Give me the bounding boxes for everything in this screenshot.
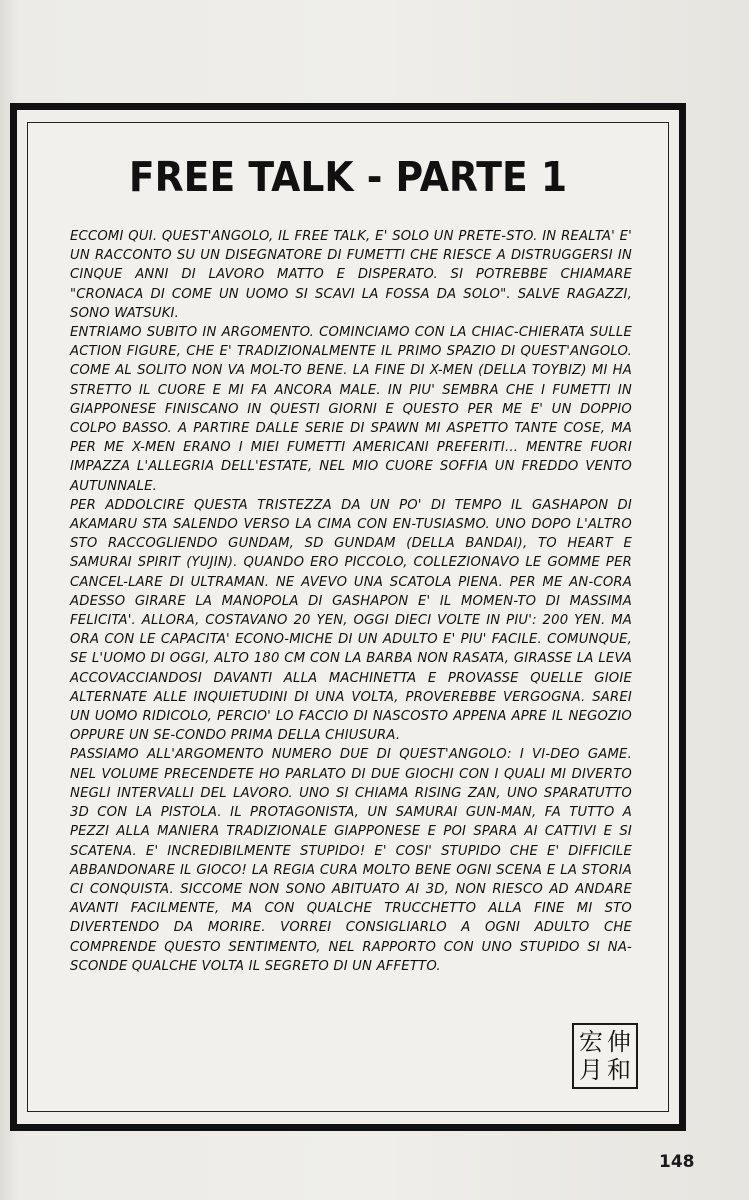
seal-char-1: 伸 — [607, 1028, 631, 1056]
paragraph-intro: ECCOMI QUI. QUEST'ANGOLO, IL FREE TALK, E' SOLO UN PRETE-STO. IN REALTA' E' UN RACCONTO SU UN DISEGNATORE DI FUMETTI CHE RIESCE A DISTRUGGERSI IN CINQUE ANNI DI LAVORO MATTO E DISPERATO. SI POTREBBE CHIAMARE "CRONACA DI COME UN UOMO SI SCAVI LA FOSSA DA SOLO". SALVE RAGAZZI, SONO WATSUKI. — [70, 229, 632, 321]
page-number: 148 — [659, 1152, 695, 1172]
free-talk-panel — [10, 103, 686, 1131]
seal-char-3: 和 — [607, 1056, 631, 1084]
paragraph-gashapon: PER ADDOLCIRE QUESTA TRISTEZZA DA UN PO' DI TEMPO IL GASHAPON DI AKAMARU STA SALENDO VERSO LA CIMA CON EN-TUSIASMO. UNO DOPO L'ALTRO STO RACCOGLIENDO GUNDAM, SD GUNDAM (DELLA BANDAI), TO HEART E SAMURAI SPIRIT (YUJIN). QUANDO ERO PICCOLO, COLLEZIONAVO LE GOMME PER CANCEL-LARE DI ULTRAMAN. NE AVEVO UNA SCATOLA PIENA. PER ME AN-CORA ADESSO GIRARE LA MANOPOLA DI GASHAPON E' IL MOMEN-TO DI MASSIMA FELICITA'. ALLORA, COSTAVANO 20 YEN, OGGI DIECI VOLTE IN PIU': 200 YEN. MA ORA CON LE CAPACITA' ECONO-MICHE DI UN ADULTO E' PIU' FACILE. COMUNQUE, SE L'UOMO DI OGGI, ALTO 180 CM CON LA BARBA NON RASATA, GIRASSE LA LEVA ACCOVACCIANDOSI DAVANTI ALLA MACHINETTA E PROVASSE QUELLE GIOIE ALTERNATE ALLE INQUIETUDINI DI UNA VOLTA, PROVEREBBE VERGOGNA. SAREI UN UOMO RIDICOLO, PERCIO' LO FACCIO DI NASCOSTO APPENA APRE IL NEGOZIO OPPURE UN SE-CONDO PRIMA DELLA CHIUSURA. — [70, 497, 632, 744]
seal-char-2: 宏 — [579, 1028, 603, 1056]
page-title: FREE TALK - PARTE 1 — [128, 153, 568, 201]
author-seal-stamp — [572, 1023, 638, 1089]
free-talk-inner-border — [27, 122, 669, 1112]
seal-char-4: 月 — [579, 1056, 603, 1084]
paragraph-action-figures: ENTRIAMO SUBITO IN ARGOMENTO. COMINCIAMO CON LA CHIAC-CHIERATA SULLE ACTION FIGURE, CHE E' TRADIZIONALMENTE IL PRIMO SPAZIO DI QUEST'ANGOLO. COME AL SOLITO NON VA MOL-TO BENE. LA FINE DI X-MEN (DELLA TOYBIZ) MI HA STRETTO IL CUORE E MI FA ANCORA MALE. IN PIU' SEMBRA CHE I FUMETTI IN GIAPPONESE FINISCANO IN QUESTI GIORNI E QUESTO PER ME E' UN DOPPIO COLPO BASSO. A PARTIRE DALLE SERIE DI SPAWN MI ASPETTO TANTE COSE, MA PER ME X-MEN ERANO I MIEI FUMETTI AMERICANI PREFERITI... MENTRE FUORI IMPAZZA L'ALLEGRIA DELL'ESTATE, NEL MIO CUORE SOFFIA UN FREDDO VENTO AUTUNNALE. — [70, 325, 632, 494]
free-talk-body — [70, 227, 632, 976]
paragraph-video-games: PASSIAMO ALL'ARGOMENTO NUMERO DUE DI QUEST'ANGOLO: I VI-DEO GAME. NEL VOLUME PRECENDETE HO PARLATO DI DUE GIOCHI CON I QUALI MI DIVERTO NEGLI INTERVALLI DEL LAVORO. UNO SI CHIAMA RISING ZAN, UNO SPARATUTTO 3D CON LA PISTOLA. IL PROTAGONISTA, UN SAMURAI GUN-MAN, FA TUTTO A PEZZI ALLA MANIERA TRADIZIONALE GIAPPONESE E POI SPARA AI CATTIVI E SI SCATENA. E' INCREDIBILMENTE STUPIDO! E' COSI' STUPIDO CHE E' DIFFICILE ABBANDONARE IL GIOCO! LA REGIA CURA MOLTO BENE OGNI SCENA E LA STORIA CI CONQUISTA. SICCOME NON SONO ABITUATO AI 3D, NON RIESCO AD ANDARE AVANTI FACILMENTE, MA CON QUALCHE TRUCCHETTO ALLA FINE MI STO DIVERTENDO DA MORIRE. VORREI CONSIGLIARLO A OGNI ADULTO CHE COMPRENDE QUESTO SENTIMENTO, NEL RAPPORTO CON UNO STUPIDO SI NA-SCONDE QUALCHE VOLTA IL SEGRETO DI UN AFFETTO. — [70, 747, 632, 974]
